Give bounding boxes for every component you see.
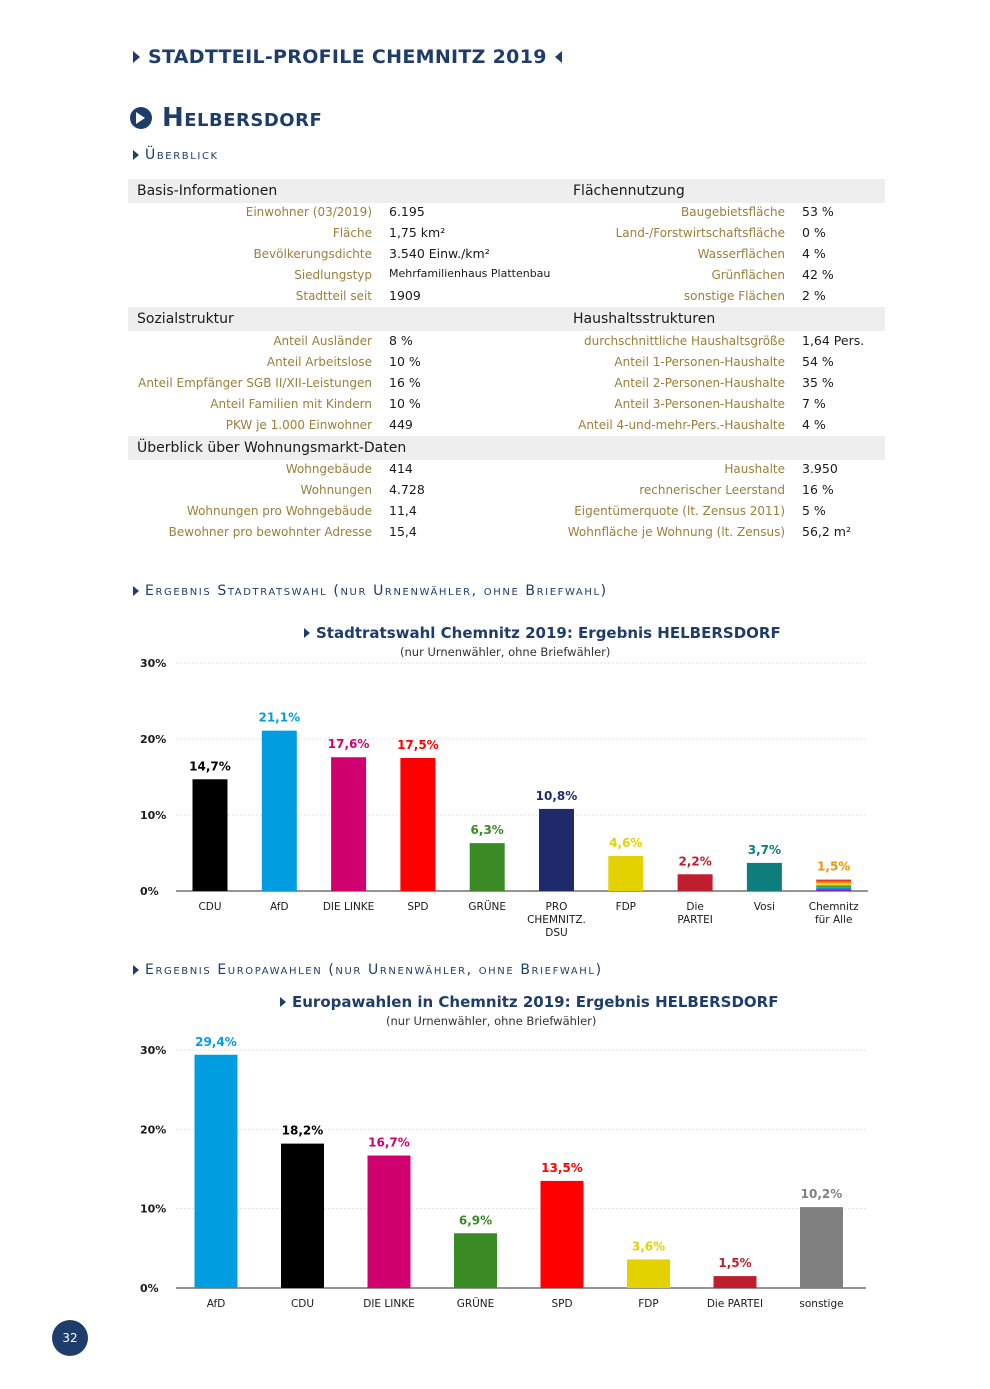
sozial-row-label: Anteil Arbeitslose	[266, 355, 372, 369]
stadtrat-category-label: AfD	[270, 901, 289, 913]
stadtrat-bar	[539, 809, 574, 891]
wohnung-row-value: 3.950	[802, 461, 838, 476]
europa-value-label: 29,4%	[195, 1034, 237, 1049]
europa-bar	[281, 1144, 324, 1288]
triangle-right-icon	[133, 965, 139, 975]
stadtrat-bar-stripe	[816, 885, 851, 887]
europa-bar	[627, 1259, 670, 1288]
stadtrat-y-tick-label: 20%	[140, 733, 167, 746]
flaeche-row-label: Land-/Forstwirtschaftsfläche	[615, 226, 785, 240]
haushalt-row-value: 54 %	[802, 354, 834, 369]
basis-info-heading: Basis-Informationen	[128, 179, 564, 203]
sozial-row-label: Anteil Familien mit Kindern	[210, 397, 372, 411]
stadtrat-value-label: 14,7%	[189, 759, 231, 774]
basis-row-value: 1,75 km²	[389, 225, 446, 240]
wohnung-row-label: Wohngebäude	[285, 462, 372, 476]
europa-section-text: Ergebnis Europawahlen (nur Urnenwähler, ohne Briefwahl)	[145, 962, 603, 978]
wohnung-row-value: 5 %	[802, 503, 826, 518]
europa-bar	[714, 1276, 757, 1288]
stadtrat-value-label: 4,6%	[609, 836, 643, 851]
haushalt-row-value: 1,64 Pers.	[802, 333, 865, 348]
europa-category-label: Die PARTEI	[706, 1298, 764, 1310]
stadtrat-category-label: Die	[686, 901, 704, 913]
basis-row-value: 1909	[389, 288, 421, 303]
europa-value-label: 16,7%	[368, 1135, 410, 1150]
stadtrat-bar	[193, 779, 228, 891]
haushalt-row-value: 4 %	[802, 417, 826, 432]
sozial-row-label: Anteil Ausländer	[273, 334, 372, 348]
wohnung-row-label: Bewohner pro bewohnter Adresse	[168, 525, 372, 539]
flaeche-row-value: 4 %	[802, 246, 826, 261]
basis-row-value: Mehrfamilienhaus Plattenbau	[389, 267, 551, 280]
flaeche-row-value: 2 %	[802, 288, 826, 303]
sozial-row-label: PKW je 1.000 Einwohner	[225, 418, 372, 432]
europa-bar	[454, 1233, 497, 1288]
europa-category-label: SPD	[551, 1298, 573, 1310]
europa-category-label: DIE LINKE	[363, 1298, 415, 1310]
flaeche-row-value: 53 %	[802, 204, 834, 219]
stadtrat-y-tick-label: 0%	[140, 885, 159, 898]
stadtrat-bar	[331, 757, 366, 891]
stadtrat-value-label: 3,7%	[747, 842, 782, 857]
stadtrat-section-text: Ergebnis Stadtratswahl (nur Urnenwähler, ohne Briefwahl)	[145, 583, 608, 599]
sozialstruktur-heading: Sozialstruktur	[128, 307, 564, 331]
flaeche-row-value: 42 %	[802, 267, 834, 282]
stadtrat-bar	[262, 731, 297, 891]
europa-y-tick-label: 20%	[140, 1123, 167, 1137]
wohnung-row-label: Haushalte	[724, 462, 785, 476]
flaeche-row-label: Wasserflächen	[697, 247, 785, 261]
triangle-right-icon	[280, 997, 286, 1007]
stadtrat-bar-stripe	[816, 882, 851, 884]
sozial-row-value: 10 %	[389, 354, 421, 369]
europa-bar	[541, 1181, 584, 1288]
sozial-row-value: 449	[389, 417, 413, 432]
stadtrat-bar	[400, 758, 435, 891]
wohnungsmarkt-heading: Überblick über Wohnungsmarkt-Daten	[128, 436, 885, 460]
flaeche-row-label: Baugebietsfläche	[681, 205, 785, 219]
stadtrat-bar-stripe	[816, 887, 851, 889]
header-text: STADTTEIL-PROFILE CHEMNITZ 2019	[148, 46, 547, 68]
sozial-row-value: 8 %	[389, 333, 413, 348]
stadtrat-bar	[678, 874, 713, 891]
stadtrat-bar	[608, 856, 643, 891]
wohnung-row-label: Wohnfläche je Wohnung (lt. Zensus)	[567, 525, 785, 539]
europa-category-label: sonstige	[799, 1298, 844, 1310]
europa-value-label: 3,6%	[631, 1239, 666, 1254]
stadtrat-bar-stripe	[816, 880, 851, 882]
basis-row-label: Stadtteil seit	[295, 289, 372, 303]
wohnung-row-label: Eigentümerquote (lt. Zensus 2011)	[574, 504, 785, 518]
europa-value-label: 6,9%	[458, 1213, 493, 1228]
europa-bar	[368, 1156, 411, 1288]
europa-value-label: 13,5%	[541, 1160, 583, 1175]
stadtrat-value-label: 10,8%	[535, 788, 578, 803]
flaeche-row-label: Grünflächen	[711, 268, 785, 282]
stadtrat-category-label: CHEMNITZ.	[527, 914, 586, 926]
europa-chart-subtitle: (nur Urnenwähler, ohne Briefwähler)	[386, 1014, 597, 1028]
europa-chart-title	[280, 993, 778, 1011]
basis-row-label: Fläche	[332, 226, 372, 240]
europa-category-label: FDP	[638, 1298, 659, 1310]
basis-row-label: Einwohner (03/2019)	[245, 205, 372, 219]
stadtrat-category-label: für Alle	[814, 914, 853, 926]
europa-section-heading	[133, 962, 603, 978]
stadtrat-value-label: 21,1%	[258, 710, 301, 725]
europa-y-tick-label: 0%	[140, 1282, 159, 1295]
stadtrat-y-tick-label: 30%	[140, 657, 167, 670]
europa-category-label: GRÜNE	[456, 1298, 495, 1310]
stadtrat-category-label: SPD	[407, 901, 429, 913]
stadtrat-category-label: CDU	[198, 901, 222, 913]
haushalt-row-value: 7 %	[802, 396, 826, 411]
stadtrat-value-label: 2,2%	[678, 854, 712, 869]
haushalt-row-label: Anteil 3-Personen-Haushalte	[614, 397, 785, 411]
stadtrat-category-label: Chemnitz	[808, 901, 859, 913]
wohnung-row-label: rechnerischer Leerstand	[639, 483, 785, 497]
wohnung-row-value: 11,4	[389, 503, 417, 518]
wohnung-row-value: 4.728	[389, 482, 425, 497]
wohnung-row-label: Wohnungen pro Wohngebäude	[186, 504, 372, 518]
flaechennutzung-heading: Flächennutzung	[564, 179, 885, 203]
wohnung-row-value: 56,2 m²	[802, 524, 851, 539]
stadtrat-category-label: DSU	[545, 927, 568, 939]
stadtrat-value-label: 1,5%	[817, 859, 851, 874]
basis-row-label: Siedlungstyp	[294, 268, 372, 282]
flaeche-row-label: sonstige Flächen	[683, 289, 785, 303]
stadtrat-chart-subtitle: (nur Urnenwähler, ohne Briefwähler)	[400, 645, 611, 659]
stadtrat-bar	[470, 843, 505, 891]
wohnung-row-value: 16 %	[802, 482, 834, 497]
stadtrat-y-tick-label: 10%	[140, 809, 167, 822]
sozial-row-value: 16 %	[389, 375, 421, 390]
wohnung-row-value: 15,4	[389, 524, 417, 539]
stadtrat-category-label: DIE LINKE	[322, 901, 375, 913]
europa-y-tick-label: 30%	[140, 1044, 167, 1057]
basis-row-value: 6.195	[389, 204, 425, 219]
stadtrat-category-label: FDP	[615, 901, 637, 913]
europa-value-label: 1,5%	[718, 1256, 752, 1271]
europa-category-label: AfD	[206, 1298, 226, 1310]
europa-value-label: 18,2%	[281, 1123, 324, 1138]
europa-y-tick-label: 10%	[140, 1202, 167, 1216]
haushalt-row-label: Anteil 1-Personen-Haushalte	[614, 355, 785, 369]
flaeche-row-value: 0 %	[802, 225, 826, 240]
sozial-row-label: Anteil Empfänger SGB II/XII-Leistungen	[138, 376, 372, 390]
stadtrat-value-label: 6,3%	[470, 823, 504, 838]
europa-category-label: CDU	[290, 1298, 315, 1310]
haushalt-row-label: durchschnittliche Haushaltsgröße	[583, 334, 785, 348]
page-number: 32	[52, 1320, 88, 1356]
europa-bar	[800, 1207, 843, 1288]
stadtrat-bar	[747, 863, 782, 891]
wohnung-row-label: Wohnungen	[300, 483, 372, 497]
stadtrat-category-label: PRO	[545, 901, 568, 913]
overview-heading-text: Überblick	[145, 147, 219, 163]
basis-row-value: 3.540 Einw./km²	[389, 246, 490, 261]
stadtrat-bar-stripe	[816, 883, 851, 885]
europa-bar	[195, 1055, 238, 1288]
stadtrat-category-label: PARTEI	[677, 914, 713, 926]
basis-row-label: Bevölkerungsdichte	[253, 247, 372, 261]
haushalt-row-value: 35 %	[802, 375, 834, 390]
sozial-row-value: 10 %	[389, 396, 421, 411]
haushalt-row-label: Anteil 2-Personen-Haushalte	[614, 376, 785, 390]
haushalt-row-label: Anteil 4-und-mehr-Pers.-Haushalte	[578, 418, 785, 432]
stadtrat-category-label: Vosi	[753, 901, 775, 913]
stadtrat-category-label: GRÜNE	[468, 901, 507, 913]
europa-value-label: 10,2%	[800, 1187, 843, 1202]
wohnung-row-value: 414	[389, 461, 413, 476]
stadtrat-bar-stripe	[816, 889, 851, 891]
stadtrat-value-label: 17,6%	[327, 737, 370, 752]
stadtrat-value-label: 17,5%	[397, 738, 439, 752]
stadtrat-chart-title-text: Stadtratswahl Chemnitz 2019: Ergebnis HELBERSDORF	[316, 624, 781, 642]
district-name: Helbersdorf	[162, 103, 323, 133]
haushaltsstrukturen-heading: Haushaltsstrukturen	[564, 307, 885, 331]
europa-chart-title-text: Europawahlen in Chemnitz 2019: Ergebnis HELBERSDORF	[292, 993, 779, 1011]
